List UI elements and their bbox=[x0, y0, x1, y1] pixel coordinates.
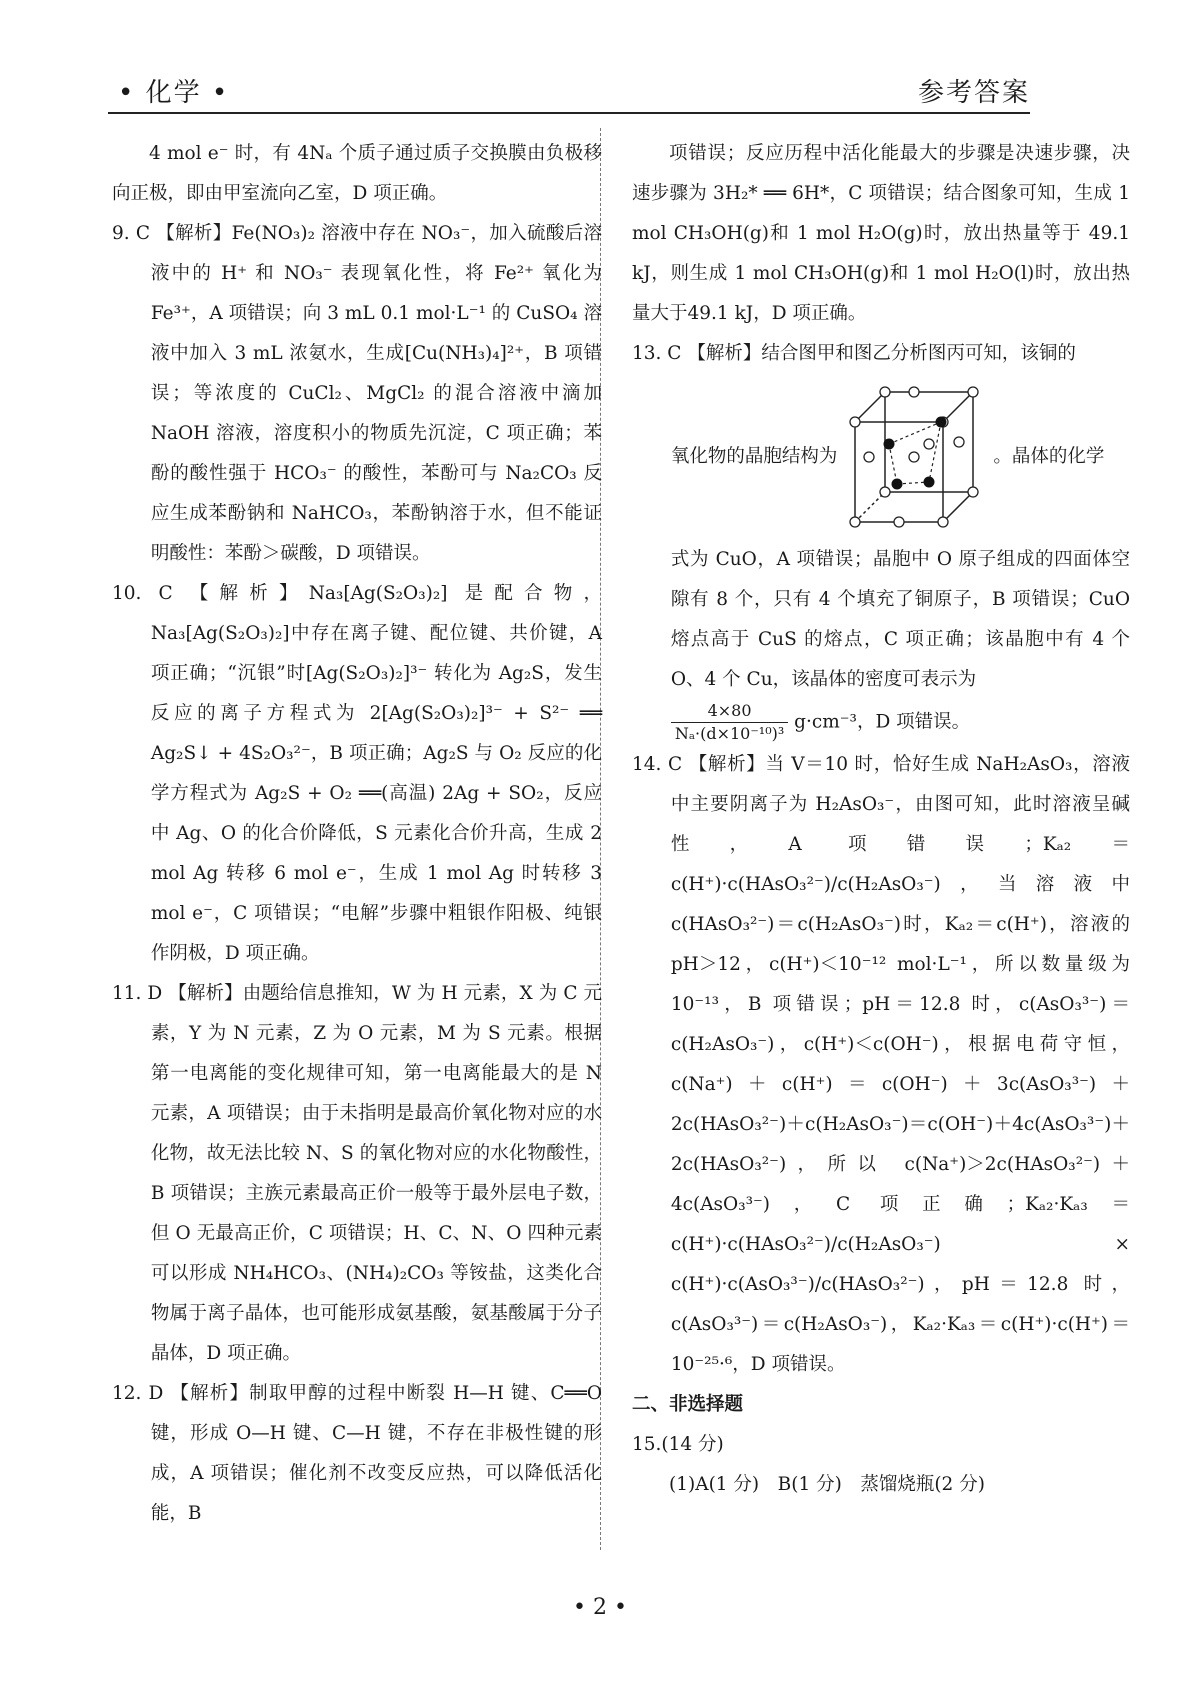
subject-label: • 化学 • bbox=[118, 78, 230, 108]
page-header bbox=[108, 66, 1030, 114]
crystal-lead-text: 氧化物的晶胞结构为 bbox=[670, 446, 838, 467]
answer-9: 9. C 【解析】Fe(NO₃)₂ 溶液中存在 NO₃⁻，加入硫酸后溶液中的 H⁺ 和 NO₃⁻ 表现氧化性，将 Fe²⁺ 氧化为 Fe³⁺，A 项错误；向 3 mL 0.1 mol·L⁻¹ 的 CuSO₄ 溶液中加入 3 mL 浓氨水，生成[Cu(NH₃)₄]²⁺，B 项错误；等浓度的 CuCl₂、MgCl₂ 的混合溶液中滴加 NaOH 溶液，溶度积小的物质先沉淀，C 项正确；苯酚的酸性强于 HCO₃⁻ 的酸性，苯酚可与 Na₂CO₃ 反应生成苯酚钠和 NaHCO₃，苯酚钠溶于水，但不能证明酸性：苯酚＞碳酸，D 项错误。 bbox=[112, 223, 602, 564]
paragraph-8-end: 4 mol e⁻ 时，有 4Nₐ 个质子通过质子交换膜由负极移向正极，即由甲室流向乙室，D 项正确。 bbox=[112, 143, 602, 204]
answer-13-body: 式为 CuO，A 项错误；晶胞中 O 原子组成的四面体空隙有 8 个，只有 4 个填充了铜原子，B 项错误；CuO 熔点高于 CuS 的熔点，C 项正确；该晶胞中有 4 个 O、4 个 Cu，该晶体的密度可表示为 bbox=[670, 549, 1130, 690]
crystal-cell-diagram bbox=[845, 382, 985, 532]
density-tail: g·cm⁻³，D 项错误。 bbox=[788, 711, 971, 733]
answer-14: 14. C 【解析】当 V＝10 时，恰好生成 NaH₂AsO₃，溶液中主要阴离子为 H₂AsO₃⁻，由图可知，此时溶液呈碱性，A 项错误；Kₐ₂＝c(H⁺)·c(HAsO₃²⁻)/c(H₂AsO₃⁻)，当溶液中 c(HAsO₃²⁻)＝c(H₂AsO₃⁻)时，Kₐ₂＝c(H⁺)，溶液的 pH＞12，c(H⁺)＜10⁻¹² mol·L⁻¹，所以数量级为 10⁻¹³，B 项错误；pH＝12.8 时，c(AsO₃³⁻)＝c(H₂AsO₃⁻)，c(H⁺)＜c(OH⁻)，根据电荷守恒，c(Na⁺)＋c(H⁺)＝c(OH⁻)＋3c(AsO₃³⁻)＋2c(HAsO₃²⁻)＋c(H₂AsO₃⁻)＝c(OH⁻)＋4c(AsO₃³⁻)＋2c(HAsO₃²⁻)，所以 c(Na⁺)＞2c(HAsO₃²⁻)＋4c(AsO₃³⁻)，C 项正确；Kₐ₂·Kₐ₃＝c(H⁺)·c(HAsO₃²⁻)/c(H₂AsO₃⁻) × c(H⁺)·c(AsO₃³⁻)/c(HAsO₃²⁻)，pH＝12.8 时，c(AsO₃³⁻)＝c(H₂AsO₃⁻)，Kₐ₂·Kₐ₃＝c(H⁺)·c(H⁺)＝10⁻²⁵·⁶，D 项错误。 bbox=[632, 754, 1130, 1375]
crystal-trail-text: 。晶体的化学 bbox=[993, 446, 1105, 467]
density-numerator: 4×80 bbox=[671, 700, 788, 723]
answer-11: 11. D 【解析】由题给信息推知，W 为 H 元素，X 为 C 元素，Y 为 N 元素，Z 为 O 元素，M 为 S 元素。根据第一电离能的变化规律可知，第一电离能最大的是 N 元素，A 项错误；由于未指明是最高价氧化物对应的水化物，故无法比较 N、S 的氧化物对应的水化物酸性，B 项错误；主族元素最高正价一般等于最外层电子数，但 O 无最高正价，C 项错误；H、C、N、O 四种元素可以形成 NH₄HCO₃、(NH₄)₂CO₃ 等铵盐，这类化合物属于离子晶体，也可能形成氨基酸，氨基酸属于分子晶体，D 项正确。 bbox=[112, 983, 602, 1364]
answer-title: 参考答案 bbox=[917, 78, 1030, 108]
right-column bbox=[632, 134, 1130, 1505]
page-number: • 2 • bbox=[573, 1595, 627, 1620]
answer-12-continued: 项错误；反应历程中活化能最大的步骤是决速步骤，决速步骤为 3H₂* ══ 6H*，C 项错误；结合图象可知，生成 1 mol CH₃OH(g)和 1 mol H₂O(g)时，放出热量等于 49.1 kJ，则生成 1 mol CH₃OH(g)和 1 mol H₂O(l)时，放出热量大于49.1 kJ，D 项正确。 bbox=[632, 143, 1130, 324]
question-15-part-1: (1)A(1 分) B(1 分) 蒸馏烧瓶(2 分) bbox=[669, 1474, 985, 1495]
density-fraction bbox=[671, 700, 788, 745]
crystal-structure-row bbox=[632, 374, 1130, 540]
answer-12: 12. D 【解析】制取甲醇的过程中断裂 H—H 键、C══O 键，形成 O—H 键、C—H 键，不存在非极性键的形成，A 项错误；催化剂不改变反应热，可以降低活化能，B bbox=[112, 1383, 602, 1524]
density-denominator: Nₐ·(d×10⁻¹⁰)³ bbox=[674, 724, 785, 743]
question-15: 15.(14 分) bbox=[632, 1434, 724, 1455]
answer-10: 10. C 【解析】Na₃[Ag(S₂O₃)₂] 是配合物，Na₃[Ag(S₂O₃)₂]中存在离子键、配位键、共价键，A 项正确；“沉银”时[Ag(S₂O₃)₂]³⁻ 转化为 Ag₂S，发生反应的离子方程式为 2[Ag(S₂O₃)₂]³⁻ + S²⁻ ══ Ag₂S↓ + 4S₂O₃²⁻，B 项正确；Ag₂S 与 O₂ 反应的化学方程式为 Ag₂S + O₂ ══(高温) 2Ag + SO₂，反应中 Ag、O 的化合价降低，S 元素化合价升高，生成 2 mol Ag 转移 6 mol e⁻，生成 1 mol Ag 时转移 3 mol e⁻，C 项错误；“电解”步骤中粗银作阳极、纯银作阴极，D 项正确。 bbox=[112, 583, 602, 964]
left-column bbox=[112, 134, 602, 1534]
answer-13-intro: 13. C 【解析】结合图甲和图乙分析图丙可知，该铜的 bbox=[632, 343, 1076, 364]
density-formula bbox=[632, 700, 1130, 745]
section-heading: 二、非选择题 bbox=[632, 1394, 744, 1415]
